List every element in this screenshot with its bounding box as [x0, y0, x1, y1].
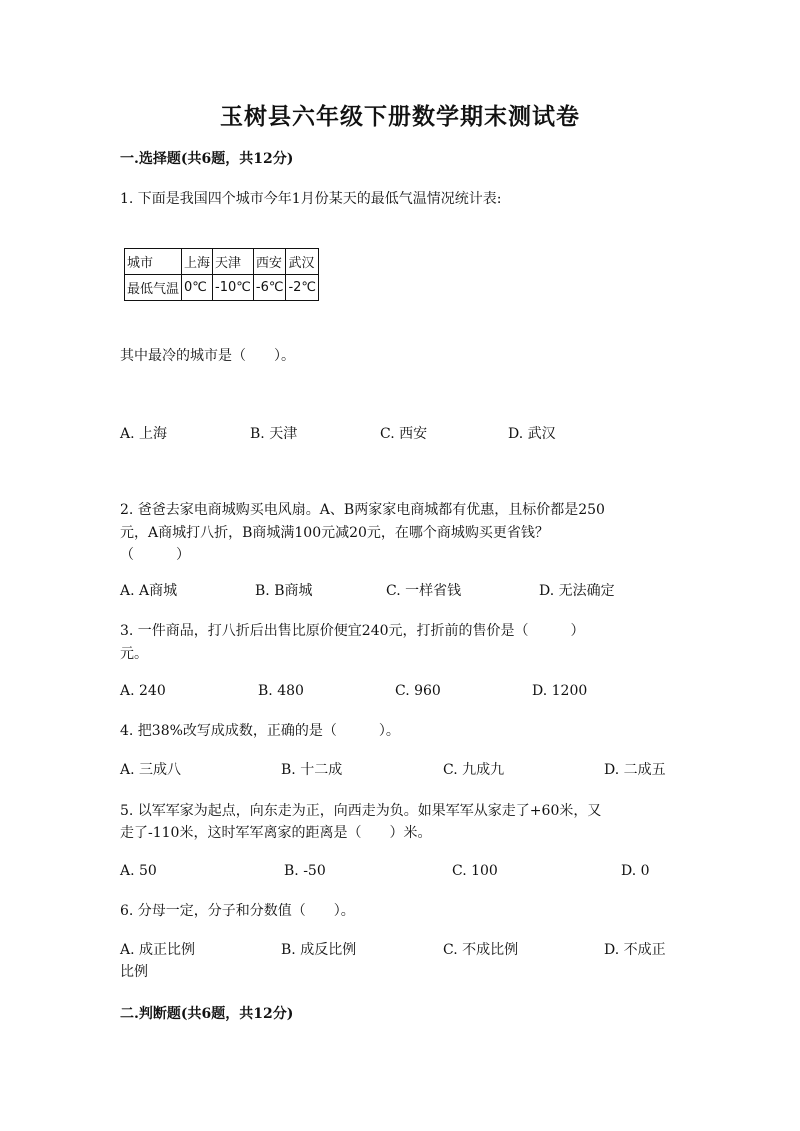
- question-6-option-c[interactable]: C. 不成比例: [443, 942, 519, 958]
- table-cell: -6℃: [253, 275, 286, 301]
- table-cell: -10℃: [213, 275, 254, 301]
- question-4-option-c[interactable]: C. 九成九: [443, 762, 505, 778]
- question-6-line-1: 6. 分母一定，分子和分数值（ ）。: [120, 903, 355, 919]
- table-cell: 武汉: [286, 249, 319, 275]
- question-1-option-a[interactable]: A. 上海: [120, 426, 168, 442]
- question-2-option-b[interactable]: B. B商城: [255, 583, 313, 599]
- question-2-line-2: 元，A商城打八折，B商城满100元减20元，在哪个商城购买更省钱？: [120, 525, 549, 541]
- question-3-line-2: 元。: [120, 646, 148, 662]
- question-1-stem: 1. 下面是我国四个城市今年1月份某天的最低气温情况统计表:: [120, 191, 502, 207]
- table-cell: 最低气温: [125, 275, 182, 301]
- question-5-option-c[interactable]: C. 100: [452, 863, 498, 879]
- question-4-option-d[interactable]: D. 二成五: [604, 762, 666, 778]
- question-4-option-b[interactable]: B. 十二成: [281, 762, 343, 778]
- table-header-row: [125, 249, 319, 275]
- question-2-option-a[interactable]: A. A商城: [120, 583, 178, 599]
- page-title: 玉树县六年级下册数学期末测试卷: [220, 103, 580, 130]
- table-cell: 0℃: [182, 275, 213, 301]
- section-heading-multiple-choice: 一.选择题(共6题，共12分): [120, 151, 294, 167]
- question-3-option-b[interactable]: B. 480: [258, 683, 304, 699]
- table-row: [125, 275, 319, 301]
- question-1-option-b[interactable]: B. 天津: [250, 426, 298, 442]
- question-5-option-b[interactable]: B. -50: [284, 863, 326, 879]
- question-4-option-a[interactable]: A. 三成八: [120, 762, 182, 778]
- question-2-option-d[interactable]: D. 无法确定: [539, 583, 615, 599]
- question-4-line-1: 4. 把38%改写成成数，正确的是（ ）。: [120, 723, 400, 739]
- question-3-line-1: 3. 一件商品，打八折后出售比原价便宜240元，打折前的售价是（ ）: [120, 623, 585, 639]
- table-cell: 西安: [253, 249, 286, 275]
- table-cell: 上海: [182, 249, 213, 275]
- question-2-line-3: （ ）: [120, 547, 190, 563]
- question-3-option-c[interactable]: C. 960: [395, 683, 441, 699]
- question-2-option-c[interactable]: C. 一样省钱: [386, 583, 462, 599]
- table-cell: 城市: [125, 249, 182, 275]
- question-3-option-a[interactable]: A. 240: [120, 683, 166, 699]
- question-5-line-1: 5. 以军军家为起点，向东走为正，向西走为负。如果军军从家走了+60米，又: [120, 803, 602, 819]
- question-1-option-d[interactable]: D. 武汉: [508, 426, 556, 442]
- question-6-option-b[interactable]: B. 成反比例: [281, 942, 357, 958]
- question-5-option-d[interactable]: D. 0: [621, 863, 650, 879]
- table-cell: 天津: [213, 249, 254, 275]
- section-heading-true-false: 二.判断题(共6题，共12分): [120, 1006, 294, 1022]
- question-3-option-d[interactable]: D. 1200: [532, 683, 588, 699]
- question-5-option-a[interactable]: A. 50: [120, 863, 157, 879]
- question-2-line-1: 2. 爸爸去家电商城购买电风扇。A、B两家家电商城都有优惠，且标价都是250: [120, 502, 605, 518]
- question-5-line-2: 走了-110米，这时军军离家的距离是（ ）米。: [120, 825, 432, 841]
- question-6-option-d[interactable]: D. 不成正: [604, 942, 666, 958]
- question-6-option-a[interactable]: A. 成正比例: [120, 942, 196, 958]
- table-cell: -2℃: [286, 275, 319, 301]
- question-1-ask: 其中最冷的城市是（ ）。: [120, 348, 295, 364]
- temperature-table: [124, 248, 319, 301]
- question-1-option-c[interactable]: C. 西安: [380, 426, 428, 442]
- question-6-option-d-wrap: 比例: [120, 964, 148, 980]
